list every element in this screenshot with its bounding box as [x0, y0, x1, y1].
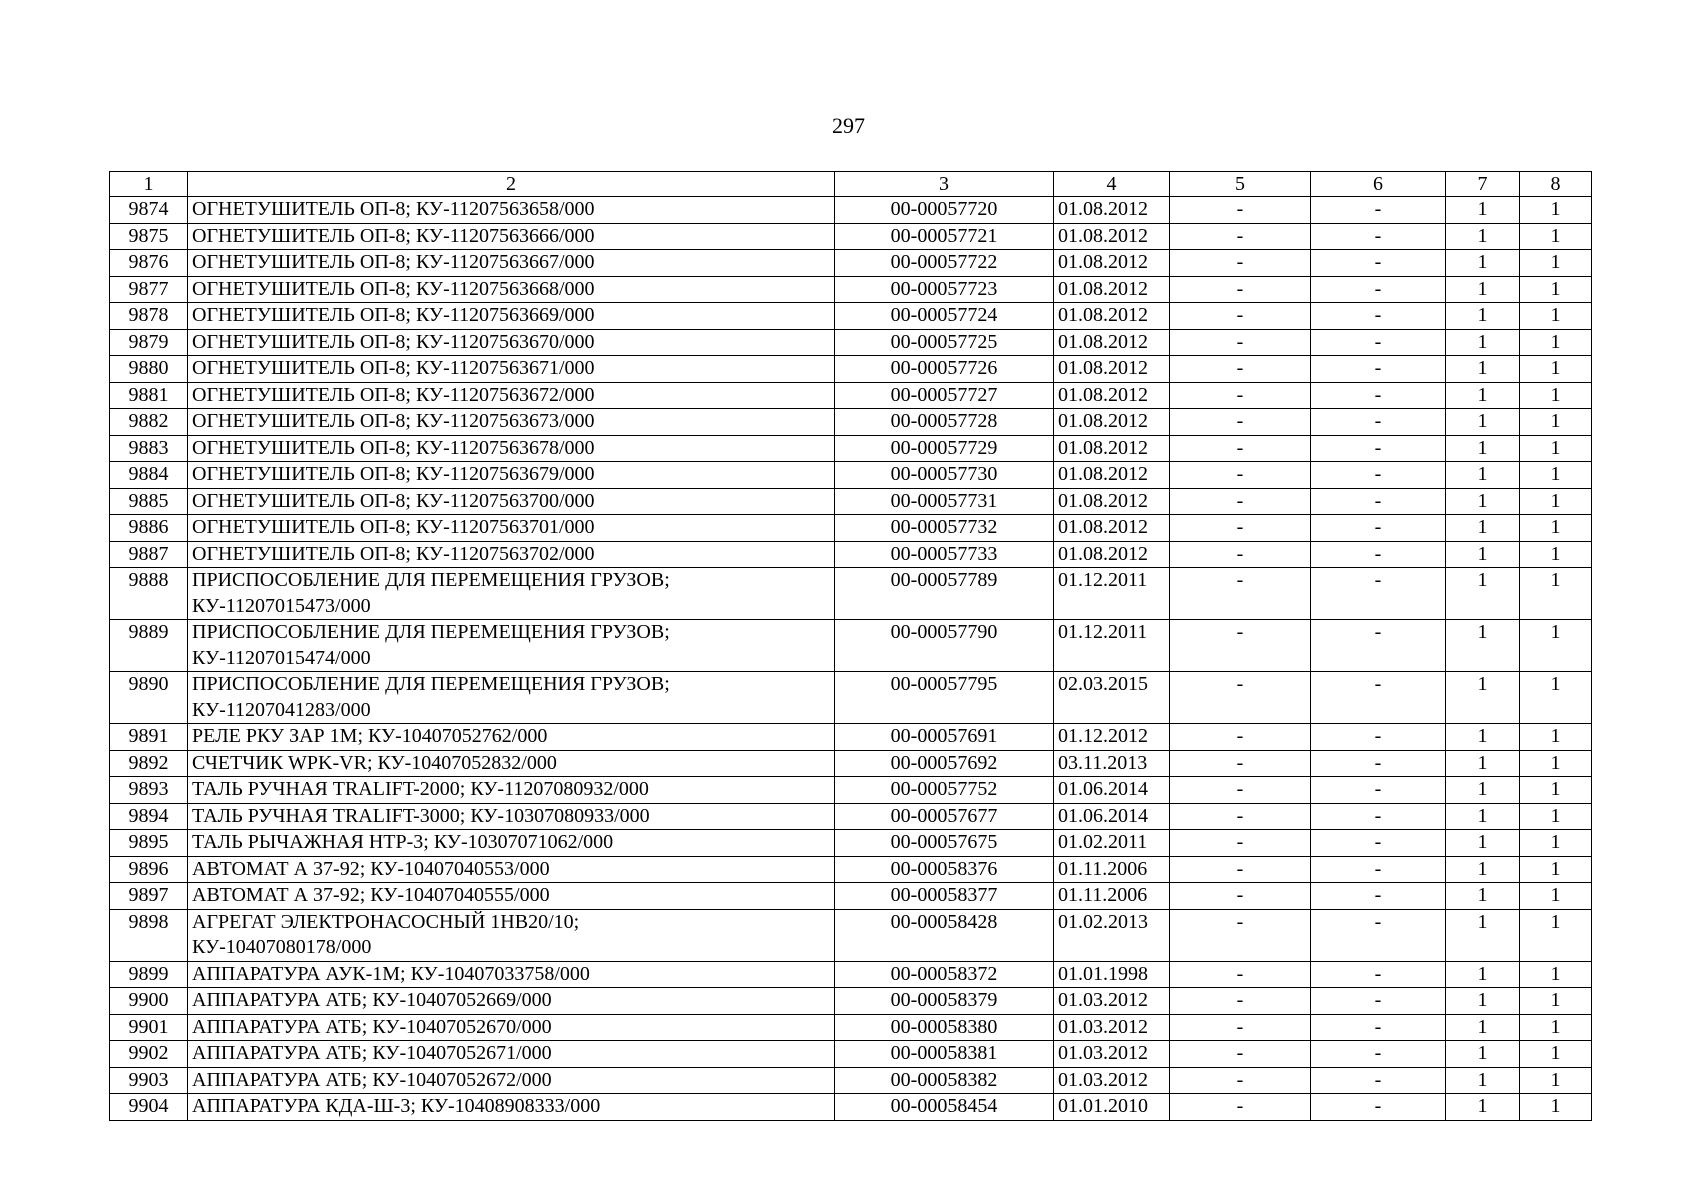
col8-cell: 1: [1520, 276, 1592, 303]
col8-cell: 1: [1520, 197, 1592, 224]
inventory-code-cell: 00-00058379: [835, 988, 1054, 1015]
col6-cell: -: [1311, 356, 1446, 383]
column-header: 2: [188, 172, 835, 197]
col8-cell: 1: [1520, 303, 1592, 330]
inventory-code-cell: 00-00057733: [835, 541, 1054, 568]
name-cell: ОГНЕТУШИТЕЛЬ ОП-8; КУ-11207563666/000: [188, 223, 835, 250]
column-header: 3: [835, 172, 1054, 197]
col7-cell: 1: [1446, 356, 1520, 383]
col7-cell: 1: [1446, 568, 1520, 620]
row-number-cell: 9892: [110, 750, 188, 777]
col5-cell: -: [1170, 303, 1311, 330]
col6-cell: -: [1311, 750, 1446, 777]
col5-cell: -: [1170, 382, 1311, 409]
col8-cell: 1: [1520, 488, 1592, 515]
col5-cell: -: [1170, 223, 1311, 250]
col8-cell: 1: [1520, 724, 1592, 751]
col6-cell: -: [1311, 724, 1446, 751]
inventory-code-cell: 00-00057675: [835, 830, 1054, 857]
col5-cell: -: [1170, 724, 1311, 751]
inventory-code-cell: 00-00057727: [835, 382, 1054, 409]
col6-cell: -: [1311, 462, 1446, 489]
row-number-cell: 9887: [110, 541, 188, 568]
inventory-code-cell: 00-00057729: [835, 435, 1054, 462]
row-number-cell: 9904: [110, 1094, 188, 1121]
name-cell: АППАРАТУРА АТБ; КУ-10407052671/000: [188, 1041, 835, 1068]
name-cell: АППАРАТУРА АТБ; КУ-10407052672/000: [188, 1067, 835, 1094]
col8-cell: 1: [1520, 961, 1592, 988]
inventory-code-cell: 00-00057726: [835, 356, 1054, 383]
col5-cell: -: [1170, 1094, 1311, 1121]
inventory-code-cell: 00-00057732: [835, 515, 1054, 542]
col7-cell: 1: [1446, 620, 1520, 672]
col7-cell: 1: [1446, 382, 1520, 409]
col7-cell: 1: [1446, 909, 1520, 961]
table-row: [110, 909, 1592, 961]
table-row: [110, 1067, 1592, 1094]
name-cell: ОГНЕТУШИТЕЛЬ ОП-8; КУ-11207563672/000: [188, 382, 835, 409]
date-cell: 01.11.2006: [1054, 883, 1170, 910]
col7-cell: 1: [1446, 1014, 1520, 1041]
row-number-cell: 9894: [110, 803, 188, 830]
date-cell: 01.08.2012: [1054, 515, 1170, 542]
name-cell: ОГНЕТУШИТЕЛЬ ОП-8; КУ-11207563671/000: [188, 356, 835, 383]
col8-cell: 1: [1520, 382, 1592, 409]
row-number-cell: 9880: [110, 356, 188, 383]
col5-cell: -: [1170, 488, 1311, 515]
col8-cell: 1: [1520, 462, 1592, 489]
name-cell: СЧЕТЧИК WPK-VR; КУ-10407052832/000: [188, 750, 835, 777]
col8-cell: 1: [1520, 1094, 1592, 1121]
col7-cell: 1: [1446, 988, 1520, 1015]
name-cell: ОГНЕТУШИТЕЛЬ ОП-8; КУ-11207563678/000: [188, 435, 835, 462]
col6-cell: -: [1311, 329, 1446, 356]
date-cell: 01.08.2012: [1054, 197, 1170, 224]
col8-cell: 1: [1520, 883, 1592, 910]
date-cell: 01.08.2012: [1054, 356, 1170, 383]
inventory-code-cell: 00-00058372: [835, 961, 1054, 988]
date-cell: 01.01.2010: [1054, 1094, 1170, 1121]
header-row: [110, 172, 1592, 197]
table-row: [110, 803, 1592, 830]
col6-cell: -: [1311, 1041, 1446, 1068]
table-row: [110, 356, 1592, 383]
col7-cell: 1: [1446, 961, 1520, 988]
col5-cell: -: [1170, 961, 1311, 988]
column-header: 1: [110, 172, 188, 197]
row-number-cell: 9886: [110, 515, 188, 542]
column-header: 5: [1170, 172, 1311, 197]
col8-cell: 1: [1520, 803, 1592, 830]
col8-cell: 1: [1520, 568, 1592, 620]
date-cell: 01.03.2012: [1054, 1014, 1170, 1041]
col7-cell: 1: [1446, 541, 1520, 568]
col7-cell: 1: [1446, 750, 1520, 777]
row-number-cell: 9898: [110, 909, 188, 961]
inventory-code-cell: 00-00057722: [835, 250, 1054, 277]
date-cell: 01.08.2012: [1054, 462, 1170, 489]
col8-cell: 1: [1520, 750, 1592, 777]
table-row: [110, 1094, 1592, 1121]
inventory-code-cell: 00-00057728: [835, 409, 1054, 436]
table-row: [110, 777, 1592, 804]
col7-cell: 1: [1446, 1067, 1520, 1094]
row-number-cell: 9888: [110, 568, 188, 620]
row-number-cell: 9901: [110, 1014, 188, 1041]
date-cell: 01.11.2006: [1054, 856, 1170, 883]
row-number-cell: 9897: [110, 883, 188, 910]
inventory-code-cell: 00-00057723: [835, 276, 1054, 303]
row-number-cell: 9878: [110, 303, 188, 330]
name-cell: ОГНЕТУШИТЕЛЬ ОП-8; КУ-11207563673/000: [188, 409, 835, 436]
col5-cell: -: [1170, 620, 1311, 672]
col6-cell: -: [1311, 382, 1446, 409]
inventory-code-cell: 00-00058428: [835, 909, 1054, 961]
col6-cell: -: [1311, 303, 1446, 330]
inventory-code-cell: 00-00057692: [835, 750, 1054, 777]
name-cell: АГРЕГАТ ЭЛЕКТРОНАСОСНЫЙ 1НВ20/10; КУ-10407080178/000: [188, 909, 835, 961]
inventory-code-cell: 00-00057789: [835, 568, 1054, 620]
date-cell: 01.08.2012: [1054, 541, 1170, 568]
row-number-cell: 9876: [110, 250, 188, 277]
date-cell: 01.08.2012: [1054, 329, 1170, 356]
col5-cell: -: [1170, 541, 1311, 568]
col8-cell: 1: [1520, 515, 1592, 542]
date-cell: 01.03.2012: [1054, 1041, 1170, 1068]
table-row: [110, 382, 1592, 409]
col8-cell: 1: [1520, 777, 1592, 804]
inventory-code-cell: 00-00057752: [835, 777, 1054, 804]
col6-cell: -: [1311, 1094, 1446, 1121]
row-number-cell: 9902: [110, 1041, 188, 1068]
col7-cell: 1: [1446, 435, 1520, 462]
col8-cell: 1: [1520, 356, 1592, 383]
col5-cell: -: [1170, 197, 1311, 224]
table-row: [110, 541, 1592, 568]
row-number-cell: 9877: [110, 276, 188, 303]
row-number-cell: 9895: [110, 830, 188, 857]
date-cell: 01.08.2012: [1054, 223, 1170, 250]
col6-cell: -: [1311, 830, 1446, 857]
table-row: [110, 329, 1592, 356]
date-cell: 01.02.2011: [1054, 830, 1170, 857]
col6-cell: -: [1311, 197, 1446, 224]
table-row: [110, 515, 1592, 542]
date-cell: 01.08.2012: [1054, 488, 1170, 515]
col8-cell: 1: [1520, 541, 1592, 568]
column-header: 4: [1054, 172, 1170, 197]
inventory-code-cell: 00-00057790: [835, 620, 1054, 672]
name-cell: АППАРАТУРА АТБ; КУ-10407052669/000: [188, 988, 835, 1015]
inventory-code-cell: 00-00057720: [835, 197, 1054, 224]
col7-cell: 1: [1446, 329, 1520, 356]
inventory-code-cell: 00-00057691: [835, 724, 1054, 751]
col8-cell: 1: [1520, 672, 1592, 724]
col8-cell: 1: [1520, 620, 1592, 672]
inventory-code-cell: 00-00058381: [835, 1041, 1054, 1068]
col7-cell: 1: [1446, 515, 1520, 542]
col7-cell: 1: [1446, 1041, 1520, 1068]
col6-cell: -: [1311, 777, 1446, 804]
col6-cell: -: [1311, 541, 1446, 568]
row-number-cell: 9903: [110, 1067, 188, 1094]
name-cell: ОГНЕТУШИТЕЛЬ ОП-8; КУ-11207563700/000: [188, 488, 835, 515]
inventory-code-cell: 00-00058377: [835, 883, 1054, 910]
date-cell: 01.08.2012: [1054, 435, 1170, 462]
date-cell: 01.03.2012: [1054, 988, 1170, 1015]
col5-cell: -: [1170, 1041, 1311, 1068]
table-row: [110, 724, 1592, 751]
date-cell: 01.08.2012: [1054, 382, 1170, 409]
row-number-cell: 9884: [110, 462, 188, 489]
col5-cell: -: [1170, 830, 1311, 857]
table-row: [110, 488, 1592, 515]
col7-cell: 1: [1446, 830, 1520, 857]
name-cell: ПРИСПОСОБЛЕНИЕ ДЛЯ ПЕРЕМЕЩЕНИЯ ГРУЗОВ; КУ-11207015473/000: [188, 568, 835, 620]
col5-cell: -: [1170, 515, 1311, 542]
row-number-cell: 9874: [110, 197, 188, 224]
table-row: [110, 568, 1592, 620]
name-cell: РЕЛЕ РКУ ЗАР 1М; КУ-10407052762/000: [188, 724, 835, 751]
col5-cell: -: [1170, 750, 1311, 777]
column-header: 7: [1446, 172, 1520, 197]
col5-cell: -: [1170, 462, 1311, 489]
row-number-cell: 9890: [110, 672, 188, 724]
table-row: [110, 276, 1592, 303]
col6-cell: -: [1311, 672, 1446, 724]
col5-cell: -: [1170, 672, 1311, 724]
date-cell: 01.02.2013: [1054, 909, 1170, 961]
col8-cell: 1: [1520, 409, 1592, 436]
inventory-code-cell: 00-00057724: [835, 303, 1054, 330]
col8-cell: 1: [1520, 909, 1592, 961]
row-number-cell: 9889: [110, 620, 188, 672]
col6-cell: -: [1311, 620, 1446, 672]
col8-cell: 1: [1520, 856, 1592, 883]
col6-cell: -: [1311, 409, 1446, 436]
col7-cell: 1: [1446, 1094, 1520, 1121]
col7-cell: 1: [1446, 672, 1520, 724]
date-cell: 01.06.2014: [1054, 777, 1170, 804]
date-cell: 01.12.2011: [1054, 620, 1170, 672]
name-cell: ТАЛЬ РЫЧАЖНАЯ HTP-3; КУ-10307071062/000: [188, 830, 835, 857]
name-cell: ОГНЕТУШИТЕЛЬ ОП-8; КУ-11207563668/000: [188, 276, 835, 303]
row-number-cell: 9879: [110, 329, 188, 356]
col7-cell: 1: [1446, 409, 1520, 436]
col6-cell: -: [1311, 1067, 1446, 1094]
table-row: [110, 1014, 1592, 1041]
col6-cell: -: [1311, 435, 1446, 462]
col5-cell: -: [1170, 435, 1311, 462]
col6-cell: -: [1311, 223, 1446, 250]
table-row: [110, 750, 1592, 777]
row-number-cell: 9881: [110, 382, 188, 409]
table-row: [110, 197, 1592, 224]
date-cell: 01.12.2012: [1054, 724, 1170, 751]
col8-cell: 1: [1520, 1067, 1592, 1094]
name-cell: ОГНЕТУШИТЕЛЬ ОП-8; КУ-11207563658/000: [188, 197, 835, 224]
inventory-code-cell: 00-00058454: [835, 1094, 1054, 1121]
table-row: [110, 961, 1592, 988]
table-row: [110, 672, 1592, 724]
column-header: 8: [1520, 172, 1592, 197]
date-cell: 01.08.2012: [1054, 409, 1170, 436]
name-cell: ОГНЕТУШИТЕЛЬ ОП-8; КУ-11207563670/000: [188, 329, 835, 356]
col5-cell: -: [1170, 1067, 1311, 1094]
col5-cell: -: [1170, 856, 1311, 883]
col8-cell: 1: [1520, 250, 1592, 277]
name-cell: АППАРАТУРА АУК-1М; КУ-10407033758/000: [188, 961, 835, 988]
column-header: 6: [1311, 172, 1446, 197]
name-cell: АППАРАТУРА АТБ; КУ-10407052670/000: [188, 1014, 835, 1041]
date-cell: 01.08.2012: [1054, 276, 1170, 303]
col7-cell: 1: [1446, 803, 1520, 830]
col7-cell: 1: [1446, 883, 1520, 910]
inventory-code-cell: 00-00057731: [835, 488, 1054, 515]
inventory-code-cell: 00-00057795: [835, 672, 1054, 724]
col7-cell: 1: [1446, 777, 1520, 804]
col6-cell: -: [1311, 515, 1446, 542]
col5-cell: -: [1170, 356, 1311, 383]
col6-cell: -: [1311, 488, 1446, 515]
name-cell: ОГНЕТУШИТЕЛЬ ОП-8; КУ-11207563679/000: [188, 462, 835, 489]
date-cell: 02.03.2015: [1054, 672, 1170, 724]
col6-cell: -: [1311, 988, 1446, 1015]
name-cell: ТАЛЬ РУЧНАЯ TRALIFT-3000; КУ-10307080933/000: [188, 803, 835, 830]
table-row: [110, 303, 1592, 330]
col5-cell: -: [1170, 329, 1311, 356]
col8-cell: 1: [1520, 1041, 1592, 1068]
col7-cell: 1: [1446, 276, 1520, 303]
col7-cell: 1: [1446, 223, 1520, 250]
col7-cell: 1: [1446, 197, 1520, 224]
col8-cell: 1: [1520, 830, 1592, 857]
col5-cell: -: [1170, 409, 1311, 436]
inventory-code-cell: 00-00057677: [835, 803, 1054, 830]
name-cell: ТАЛЬ РУЧНАЯ TRALIFT-2000; КУ-11207080932/000: [188, 777, 835, 804]
col6-cell: -: [1311, 250, 1446, 277]
date-cell: 01.12.2011: [1054, 568, 1170, 620]
row-number-cell: 9885: [110, 488, 188, 515]
col5-cell: -: [1170, 909, 1311, 961]
row-number-cell: 9896: [110, 856, 188, 883]
col7-cell: 1: [1446, 488, 1520, 515]
table-row: [110, 462, 1592, 489]
inventory-code-cell: 00-00058380: [835, 1014, 1054, 1041]
table-row: [110, 830, 1592, 857]
date-cell: 01.08.2012: [1054, 303, 1170, 330]
col7-cell: 1: [1446, 303, 1520, 330]
col5-cell: -: [1170, 777, 1311, 804]
name-cell: АВТОМАТ А 37-92; КУ-10407040555/000: [188, 883, 835, 910]
inventory-code-cell: 00-00057725: [835, 329, 1054, 356]
row-number-cell: 9899: [110, 961, 188, 988]
col5-cell: -: [1170, 803, 1311, 830]
table-row: [110, 1041, 1592, 1068]
col7-cell: 1: [1446, 462, 1520, 489]
table-row: [110, 988, 1592, 1015]
table-row: [110, 883, 1592, 910]
table-row: [110, 435, 1592, 462]
col8-cell: 1: [1520, 329, 1592, 356]
col5-cell: -: [1170, 568, 1311, 620]
col6-cell: -: [1311, 276, 1446, 303]
table-row: [110, 409, 1592, 436]
col6-cell: -: [1311, 961, 1446, 988]
col7-cell: 1: [1446, 724, 1520, 751]
col6-cell: -: [1311, 909, 1446, 961]
date-cell: 01.03.2012: [1054, 1067, 1170, 1094]
col7-cell: 1: [1446, 250, 1520, 277]
name-cell: ПРИСПОСОБЛЕНИЕ ДЛЯ ПЕРЕМЕЩЕНИЯ ГРУЗОВ; КУ-11207015474/000: [188, 620, 835, 672]
col7-cell: 1: [1446, 856, 1520, 883]
table-row: [110, 223, 1592, 250]
col5-cell: -: [1170, 276, 1311, 303]
col6-cell: -: [1311, 568, 1446, 620]
col5-cell: -: [1170, 1014, 1311, 1041]
col8-cell: 1: [1520, 435, 1592, 462]
row-number-cell: 9900: [110, 988, 188, 1015]
date-cell: 01.06.2014: [1054, 803, 1170, 830]
col6-cell: -: [1311, 1014, 1446, 1041]
inventory-code-cell: 00-00058376: [835, 856, 1054, 883]
date-cell: 01.01.1998: [1054, 961, 1170, 988]
table-body: [110, 197, 1592, 1121]
name-cell: АВТОМАТ А 37-92; КУ-10407040553/000: [188, 856, 835, 883]
row-number-cell: 9882: [110, 409, 188, 436]
col8-cell: 1: [1520, 988, 1592, 1015]
col5-cell: -: [1170, 988, 1311, 1015]
table-row: [110, 250, 1592, 277]
inventory-code-cell: 00-00058382: [835, 1067, 1054, 1094]
col6-cell: -: [1311, 803, 1446, 830]
page-number: 297: [832, 113, 865, 138]
name-cell: ПРИСПОСОБЛЕНИЕ ДЛЯ ПЕРЕМЕЩЕНИЯ ГРУЗОВ; КУ-11207041283/000: [188, 672, 835, 724]
col5-cell: -: [1170, 883, 1311, 910]
row-number-cell: 9893: [110, 777, 188, 804]
row-number-cell: 9875: [110, 223, 188, 250]
date-cell: 03.11.2013: [1054, 750, 1170, 777]
table-row: [110, 856, 1592, 883]
name-cell: ОГНЕТУШИТЕЛЬ ОП-8; КУ-11207563669/000: [188, 303, 835, 330]
inventory-code-cell: 00-00057721: [835, 223, 1054, 250]
col5-cell: -: [1170, 250, 1311, 277]
name-cell: ОГНЕТУШИТЕЛЬ ОП-8; КУ-11207563702/000: [188, 541, 835, 568]
col6-cell: -: [1311, 883, 1446, 910]
row-number-cell: 9891: [110, 724, 188, 751]
name-cell: ОГНЕТУШИТЕЛЬ ОП-8; КУ-11207563667/000: [188, 250, 835, 277]
inventory-code-cell: 00-00057730: [835, 462, 1054, 489]
row-number-cell: 9883: [110, 435, 188, 462]
name-cell: ОГНЕТУШИТЕЛЬ ОП-8; КУ-11207563701/000: [188, 515, 835, 542]
col8-cell: 1: [1520, 1014, 1592, 1041]
name-cell: АППАРАТУРА КДА-Ш-3; КУ-10408908333/000: [188, 1094, 835, 1121]
date-cell: 01.08.2012: [1054, 250, 1170, 277]
col6-cell: -: [1311, 856, 1446, 883]
table-row: [110, 620, 1592, 672]
col8-cell: 1: [1520, 223, 1592, 250]
inventory-table: [109, 171, 1592, 1121]
